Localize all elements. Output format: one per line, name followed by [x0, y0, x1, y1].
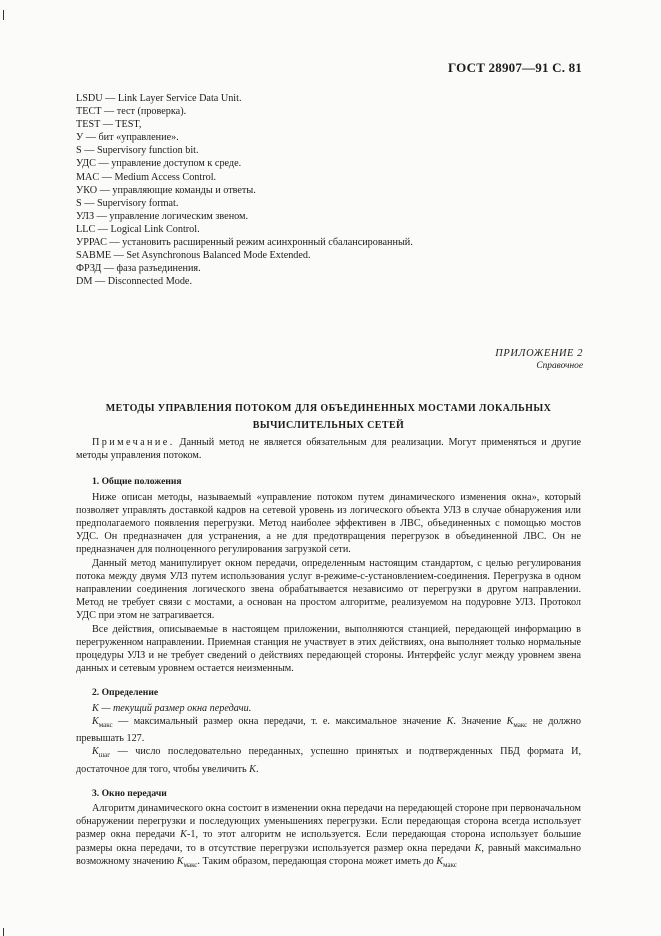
abbreviation-item: S — Supervisory format. [76, 197, 179, 209]
abbreviation-item: S — Supervisory function bit. [76, 145, 199, 157]
paragraph-text: , равный максимально возможному значению [76, 842, 581, 867]
definition-text: — максимальный размер окна передачи, т. е. максимальное значение [112, 715, 447, 727]
definition-kmax [76, 715, 581, 745]
symbol-k: K [92, 715, 99, 727]
abbreviation-item: У — бит «управление». [76, 132, 179, 144]
symbol-k: K [506, 715, 514, 727]
abbreviation-list [76, 92, 413, 288]
subscript: макс [443, 860, 457, 869]
note-text: Данный метод не является обязательным для реализации. Могут применяться и другие методы управления потоком. [76, 437, 581, 462]
definition-text: . Значение [453, 715, 507, 727]
abbreviation-item: SABME — Set Asynchronous Balanced Mode Extended. [76, 250, 311, 262]
paragraph-text: -1, то этот алгоритм не используется. Если передающая сторона использует большие размеры окна передачи, то в отсутствие перегрузки используется размер окна передачи [76, 829, 581, 854]
symbol-k: K [474, 842, 482, 854]
paragraph: Ниже описан методы, называемый «управление потоком путем динамического изменения окна», который позволяет управлять доставкой кадров на сетевой уровень из логического объекта УЛЗ в случае обнаружения или предполагаемого появления перегрузки. Метод наиболее эффективен в ЛВС, объединенных с помощью мостов УДС. Он предназначен для устранения, а не для предотвращения перегрузок в объединенной ЛВС. Он не предназначен для полноценного регулирования загрузкой сети. [76, 491, 581, 556]
abbreviation-item: ФРЗД — фаза разъединения. [76, 263, 201, 275]
abbreviation-item: УЛЗ — управление логическим звеном. [76, 210, 249, 222]
definition-kstep [76, 745, 581, 775]
paragraph: Данный метод манипулирует окном передачи, определенным настоящим стандартом, с целью регулирования потока между двумя УЛЗ путем использования услуг в-режиме-с-установлением-соединения. Перегрузка в одном направлении соединения логического звена обрабатывается независимо от перегрузки в другом направлении. Метод не требует связи с мостами, а основан на простом алгоритме, реализуемом на подуровне УЛЗ. Протокол УДС при этом не затрагивается. [76, 557, 581, 622]
definition-text: не должно превышать 127. [76, 715, 581, 745]
symbol-k: K [92, 746, 99, 758]
document-title [76, 400, 581, 434]
paragraph-text: Алгоритм динамического окна состоит в изменении окна передачи на передающей стороне при первоначальном обнаружении перегрузки и последующих уменьшениях перегрузки. Если передающая сторона всегда использует размер окна передачи [76, 802, 581, 841]
abbreviation-item: DM — Disconnected Mode. [76, 276, 193, 288]
definition-text: — число последовательно переданных, успешно принятых и подтвержденных ПБД формата И, достаточное для того, чтобы увеличить [76, 746, 581, 775]
abbreviation-item: УРРАС — установить расширенный режим асинхронный сбалансированный. [76, 237, 413, 249]
abbreviation-item: LLC — Logical Link Control. [76, 223, 200, 235]
note-label: Примечание. [92, 437, 175, 448]
section-heading: 3. Окно передачи [92, 787, 167, 799]
abbreviation-item: LSDU — Link Layer Service Data Unit. [76, 93, 242, 104]
note-paragraph [76, 436, 581, 462]
paragraph-text: . Таким образом, передающая сторона может иметь до [197, 855, 437, 867]
scan-artifact-bottom [3, 928, 4, 936]
abbreviation-item: УКО — управляющие команды и ответы. [76, 184, 256, 196]
definition-text: K — текущий размер окна передачи. [92, 702, 252, 714]
paragraph [76, 802, 581, 872]
appendix-title: ПРИЛОЖЕНИЕ 2 [495, 348, 583, 359]
symbol-k: K [446, 715, 454, 727]
abbreviation-item: УДС — управление доступом к среде. [76, 158, 242, 170]
symbol-k: K [249, 763, 256, 775]
paragraph: Все действия, описываемые в настоящем приложении, выполняются станцией, передающей информацию в перегруженном направлении. Приемная станция не участвует в этих действиях, она выполняет только нормальные процедуры УЛЗ и не требует сведений о действиях передающей стороны. Интерфейс услуг между уровнем звена данных и сетевым уровнем остается неизменным. [76, 623, 581, 675]
subscript: шаг [98, 751, 111, 760]
symbol-k: K [436, 855, 444, 867]
scan-artifact-top [3, 10, 4, 20]
abbreviation-item: MAC — Medium Access Control. [76, 171, 217, 183]
symbol-k: K [180, 829, 187, 841]
subscript: макс [513, 720, 528, 729]
subscript: макс [183, 860, 198, 869]
abbreviation-item: TEST — TEST, [76, 119, 142, 131]
subscript: макс [98, 720, 113, 729]
appendix-subtitle: Справочное [536, 361, 583, 371]
definition-text: . [255, 763, 259, 775]
document-body [76, 436, 581, 872]
appendix-label [495, 348, 583, 371]
definition-k [76, 702, 581, 715]
symbol-k: K [176, 855, 184, 867]
page-header: ГОСТ 28907—91 С. 81 [448, 60, 582, 75]
section-heading: 1. Общие положения [92, 476, 182, 488]
abbreviation-item: ТЕСТ — тест (проверка). [76, 106, 187, 118]
document-title-line: ВЫЧИСЛИТЕЛЬНЫХ СЕТЕЙ [252, 420, 405, 431]
section-heading: 2. Определение [92, 687, 159, 699]
document-title-line: МЕТОДЫ УПРАВЛЕНИЯ ПОТОКОМ ДЛЯ ОБЪЕДИНЕННЫХ МОСТАМИ ЛОКАЛЬНЫХ [105, 403, 552, 414]
